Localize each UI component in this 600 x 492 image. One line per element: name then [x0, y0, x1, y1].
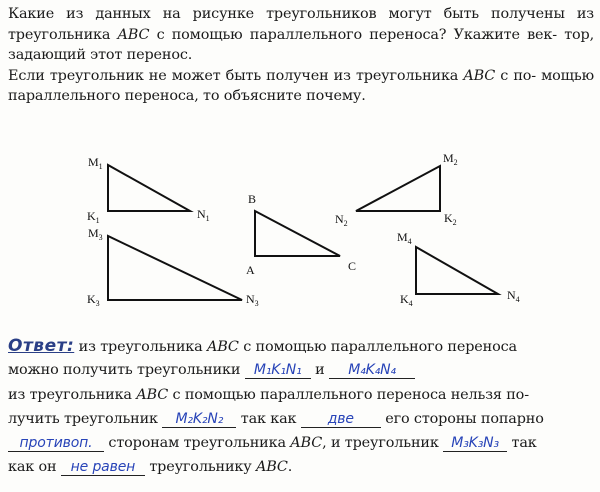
handwritten-m4k4n4: M₄K₄N₄ — [329, 362, 415, 379]
handwritten-m2k2n2: M₂K₂N₂ — [162, 411, 236, 428]
label-a: A — [246, 263, 255, 277]
handwritten-dve: две — [301, 411, 381, 428]
answer-line-6: как он не равен треугольнику ABC. — [8, 459, 293, 476]
handwritten-m3k3n3: M₃K₃N₃ — [443, 435, 507, 452]
question-paragraph-1: Какие из данных на рисунке треугольников могут быть получены из треугольника ABC с помощью параллельного переноса? Укажите век- тор, задающий этот перенос. — [8, 6, 595, 63]
label-k4: $K_4$ — [400, 292, 413, 308]
answer-block — [8, 334, 594, 480]
handwritten-ne-raven: не равен — [61, 459, 145, 476]
triangle-m1k1n1 — [108, 165, 190, 211]
answer-line-1: Ответ: из треугольника ABC с помощью параллельного переноса — [8, 336, 517, 356]
label-k3: $K_3$ — [87, 292, 100, 308]
label-c: C — [348, 259, 357, 273]
label-k1: $K_1$ — [87, 209, 100, 225]
answer-line-2: можно получить треугольники M₁K₁N₁ и M₄K₄N₄ — [8, 358, 594, 382]
question-paragraph-2: Если треугольник не может быть получен из треугольника ABC с по- мощью параллельного переноса, то объясните почему. — [8, 67, 594, 104]
label-m1: $M_1$ — [88, 155, 103, 171]
label-n3: $N_3$ — [246, 292, 259, 308]
label-m3: $M_3$ — [88, 226, 103, 242]
label-b: B — [248, 192, 257, 206]
triangle-m3k3n3 — [108, 236, 242, 300]
label-n2: $N_2$ — [335, 212, 348, 228]
label-m4: $M_4$ — [397, 230, 412, 246]
label-n1: $N_1$ — [197, 207, 210, 223]
triangle-m4k4n4 — [416, 247, 498, 294]
label-n4: $N_4$ — [507, 288, 520, 304]
answer-line-3: из треугольника ABC с помощью параллельного переноса нельзя по- — [8, 386, 529, 403]
handwritten-m1k1n1: M₁K₁N₁ — [245, 362, 311, 379]
label-k2: $K_2$ — [444, 211, 457, 227]
answer-line-4: лучить треугольник M₂K₂N₂ так как две его стороны попарно — [8, 410, 544, 427]
triangle-abc — [255, 211, 340, 256]
triangle-m2k2n2 — [356, 166, 440, 211]
handwritten-protivop: противоп. — [8, 435, 104, 452]
answer-line-5: противоп. сторонам треугольника ABC, и треугольник M₃K₃N₃ так — [8, 431, 594, 455]
answer-title: Ответ: — [8, 336, 75, 356]
label-m2: $M_2$ — [443, 151, 458, 167]
